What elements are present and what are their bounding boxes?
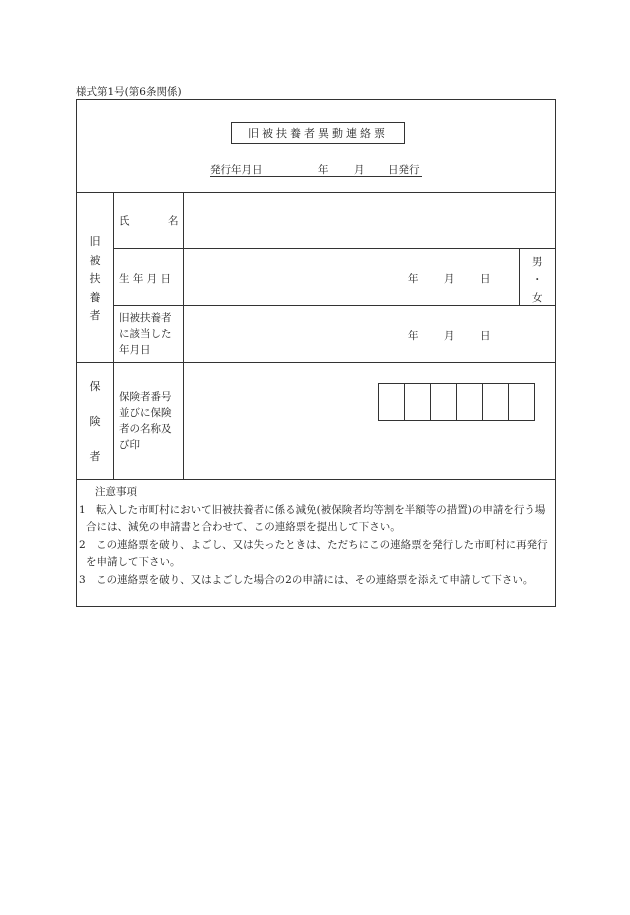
issue-day: 日発行	[388, 164, 420, 176]
insurer-number-boxes	[378, 383, 535, 421]
name-label-2: 名	[168, 215, 179, 227]
divider	[113, 192, 114, 479]
issue-month: 月	[354, 164, 365, 176]
insurer-number-digit-box[interactable]	[404, 383, 431, 421]
issue-date-line	[210, 162, 422, 177]
insurer-side-label: 保 険 者	[89, 380, 101, 463]
divider	[113, 248, 555, 249]
sex-male: 男	[532, 256, 543, 268]
sex-separator: ・	[532, 274, 543, 286]
divider	[77, 362, 555, 363]
insurer-number-digit-box[interactable]	[378, 383, 405, 421]
notification-form: 旧被扶養者異動連絡票 発行年月日 年 月 日発行 旧 被 扶 養 者 氏 名 生 年 月 日 年 月 日 男 ・ 女 旧被扶養者 に該当した 年月日 年 月 日 保 険 者 保険者番号 並びに保険 者の名称及 び印 注意事項 1 転入した市町村において旧被扶養者に係る減免(被保険者均等割を半額等の措置)の申請を行う場合には、減免の申請書と合わせて、この連絡票を提出して下さい。 2 この連絡票を破り、よごし、又は失ったときは、ただちにこの連絡票を発行した市町村に再発行を申請して下さい。 3 この連絡票を破り、又はよごした場合の2の申請には、その連絡票を添えて申請して下さい。	[76, 99, 556, 607]
notes-heading: 注意事項	[95, 486, 137, 498]
applicable-date-label: 旧被扶養者 に該当した 年月日	[119, 312, 172, 356]
divider	[113, 305, 555, 306]
sex-female: 女	[532, 292, 543, 304]
insurer-number-digit-box[interactable]	[508, 383, 535, 421]
note-item: 3 この連絡票を破り、又はよごした場合の2の申請には、その連絡票を添えて申請して下さい。	[79, 573, 534, 586]
note-item: 2 この連絡票を破り、よごし、又は失ったときは、ただちにこの連絡票を発行した市町村に再発行を申請して下さい。	[79, 538, 548, 568]
divider	[77, 192, 555, 193]
form-number-caption: 様式第1号(第6条関係)	[76, 86, 182, 98]
dependent-side-label: 旧 被 扶 養 者	[89, 235, 101, 322]
birth-date-label: 生 年 月 日	[119, 273, 172, 285]
note-item: 1 転入した市町村において旧被扶養者に係る減免(被保険者均等割を半額等の措置)の申請を行う場合には、減免の申請書と合わせて、この連絡票を提出して下さい。	[79, 503, 546, 533]
divider	[77, 479, 555, 480]
divider	[183, 192, 184, 479]
notes-section	[79, 484, 553, 589]
divider	[519, 248, 520, 305]
insurer-field-label: 保険者番号 並びに保険 者の名称及 び印	[119, 391, 172, 451]
form-title: 旧被扶養者異動連絡票	[231, 122, 405, 144]
insurer-number-digit-box[interactable]	[456, 383, 483, 421]
name-label-1: 氏	[119, 215, 130, 227]
insurer-number-digit-box[interactable]	[482, 383, 509, 421]
issue-date-label: 発行年月日	[210, 164, 263, 176]
issue-year: 年	[318, 164, 329, 176]
insurer-number-digit-box[interactable]	[430, 383, 457, 421]
